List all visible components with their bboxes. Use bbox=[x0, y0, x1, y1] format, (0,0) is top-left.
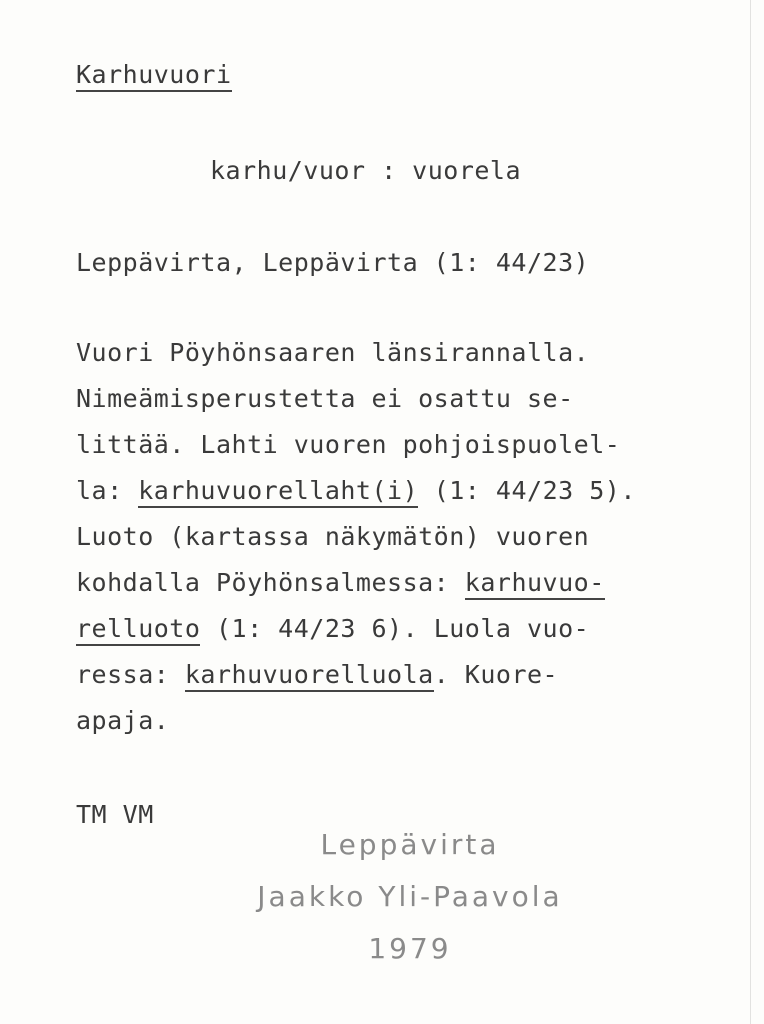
body-text: ressa: bbox=[76, 660, 185, 689]
stamp-year: 1979 bbox=[368, 932, 452, 965]
name-term: karhuvuorellaht(i) bbox=[138, 476, 418, 508]
body-line bbox=[76, 614, 589, 643]
body-line bbox=[76, 660, 558, 689]
card-title: Karhuvuori bbox=[76, 60, 232, 92]
card-edge-divider bbox=[750, 0, 751, 1024]
body-line bbox=[76, 476, 636, 505]
name-term: relluoto bbox=[76, 614, 200, 646]
body-line: apaja. bbox=[76, 706, 170, 735]
body-line: littää. Lahti vuoren pohjoispuolel- bbox=[76, 430, 621, 459]
name-term: karhuvuo- bbox=[465, 568, 605, 600]
name-term: karhuvuorelluola bbox=[185, 660, 434, 692]
location-line: Leppävirta, Leppävirta (1: 44/23) bbox=[76, 248, 590, 277]
body-text: . Kuore- bbox=[433, 660, 559, 689]
initials: TM VM bbox=[76, 800, 154, 829]
body-line bbox=[76, 568, 605, 597]
body-text: kohdalla Pöyhönsalmessa: bbox=[76, 568, 465, 597]
body-line: Nimeämisperustetta ei osattu se- bbox=[76, 384, 574, 413]
stamp-place: Leppävirta bbox=[320, 828, 500, 861]
name-form-line: karhu/vuor : vuorela bbox=[210, 156, 522, 185]
stamp-collector: Jaakko Yli-Paavola bbox=[257, 880, 563, 913]
body-line: Vuori Pöyhönsaaren länsirannalla. bbox=[76, 338, 590, 367]
body-text: la: bbox=[76, 476, 139, 505]
body-line: Luoto (kartassa näkymätön) vuoren bbox=[76, 522, 590, 551]
body-text: (1: 44/23 5). bbox=[418, 476, 636, 505]
body-text: (1: 44/23 6). Luola vuo- bbox=[200, 614, 590, 643]
